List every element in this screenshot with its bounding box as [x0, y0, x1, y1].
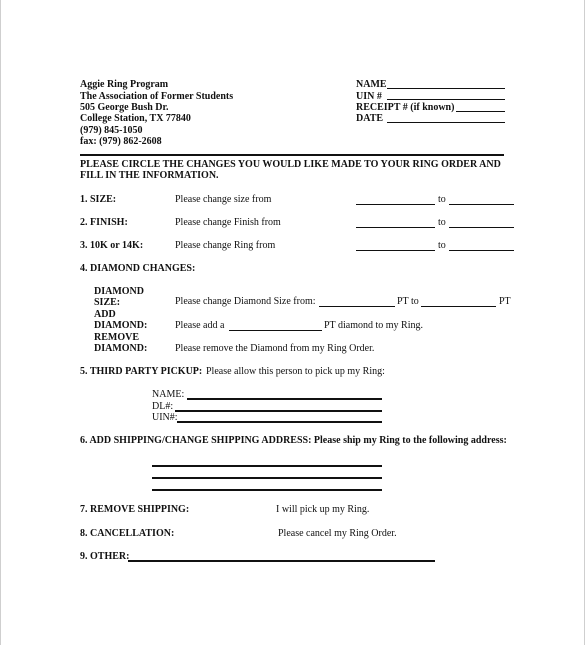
- shipping-line-3[interactable]: [152, 489, 382, 491]
- receipt-field-line[interactable]: [456, 111, 505, 112]
- add-diamond-text: Please add a: [175, 320, 225, 331]
- diamond-size-label-1: DIAMOND: [94, 286, 144, 297]
- karat-label: 3. 10K or 14K:: [80, 240, 144, 251]
- diamond-changes-label: 4. DIAMOND CHANGES:: [80, 263, 196, 274]
- other-label: 9. OTHER:: [80, 551, 130, 562]
- instructions-line-1: PLEASE CIRCLE THE CHANGES YOU WOULD LIKE MADE TO YOUR RING ORDER AND: [80, 159, 501, 170]
- diamond-size-label-2: SIZE:: [94, 297, 121, 308]
- shipping-line-2[interactable]: [152, 477, 382, 479]
- third-party-name-label: NAME:: [152, 389, 185, 400]
- header-divider: [80, 154, 504, 156]
- diamond-size-from-line[interactable]: [319, 306, 395, 307]
- uin-label: UIN #: [356, 91, 382, 102]
- size-to-line[interactable]: [449, 204, 514, 205]
- karat-to-line[interactable]: [449, 250, 514, 251]
- other-line[interactable]: [128, 560, 435, 562]
- third-party-name-line[interactable]: [187, 398, 382, 400]
- name-field-line[interactable]: [387, 88, 505, 89]
- finish-to-line[interactable]: [449, 227, 514, 228]
- org-city: College Station, TX 77840: [80, 113, 191, 124]
- diamond-size-to-line[interactable]: [421, 306, 496, 307]
- size-text: Please change size from: [175, 194, 272, 205]
- org-fax: fax: (979) 862-2608: [80, 136, 162, 147]
- remove-diamond-text: Please remove the Diamond from my Ring Order.: [175, 343, 375, 354]
- org-name: Aggie Ring Program: [80, 79, 169, 90]
- karat-to: to: [438, 240, 446, 251]
- shipping-line-1[interactable]: [152, 465, 382, 467]
- karat-from-line[interactable]: [356, 250, 435, 251]
- receipt-label: RECEIPT # (if known): [356, 102, 455, 113]
- cancellation-text: Please cancel my Ring Order.: [278, 528, 397, 539]
- karat-text: Please change Ring from: [175, 240, 276, 251]
- finish-to: to: [438, 217, 446, 228]
- third-party-uin-line[interactable]: [177, 421, 382, 423]
- add-diamond-after: PT diamond to my Ring.: [324, 320, 423, 331]
- add-diamond-label-2: DIAMOND:: [94, 320, 148, 331]
- finish-text: Please change Finish from: [175, 217, 281, 228]
- add-diamond-line[interactable]: [229, 330, 322, 331]
- finish-from-line[interactable]: [356, 227, 435, 228]
- org-association: The Association of Former Students: [80, 91, 234, 102]
- third-party-text: Please allow this person to pick up my Ring:: [206, 366, 385, 377]
- remove-shipping-label: 7. REMOVE SHIPPING:: [80, 504, 190, 515]
- org-street: 505 George Bush Dr.: [80, 102, 169, 113]
- diamond-pt-to: PT to: [397, 296, 419, 307]
- name-label: NAME: [356, 79, 387, 90]
- add-diamond-label-1: ADD: [94, 309, 116, 320]
- third-party-uin-label: UIN#:: [152, 412, 178, 423]
- size-to: to: [438, 194, 446, 205]
- instructions-line-2: FILL IN THE INFORMATION.: [80, 170, 219, 181]
- date-field-line[interactable]: [387, 122, 505, 123]
- remove-diamond-label-2: DIAMOND:: [94, 343, 148, 354]
- date-label: DATE: [356, 113, 384, 124]
- size-label: 1. SIZE:: [80, 194, 117, 205]
- remove-diamond-label-1: REMOVE: [94, 332, 139, 343]
- org-phone: (979) 845-1050: [80, 125, 143, 136]
- shipping-label: 6. ADD SHIPPING/CHANGE SHIPPING ADDRESS: Please ship my Ring to the following address:: [80, 435, 507, 446]
- diamond-pt: PT: [499, 296, 511, 307]
- size-from-line[interactable]: [356, 204, 435, 205]
- finish-label: 2. FINISH:: [80, 217, 128, 228]
- third-party-dl-label: DL#:: [152, 401, 174, 412]
- third-party-label: 5. THIRD PARTY PICKUP:: [80, 366, 203, 377]
- uin-field-line[interactable]: [387, 99, 505, 100]
- remove-shipping-text: I will pick up my Ring.: [276, 504, 370, 515]
- third-party-dl-line[interactable]: [175, 410, 382, 412]
- diamond-size-text: Please change Diamond Size from:: [175, 296, 316, 307]
- cancellation-label: 8. CANCELLATION:: [80, 528, 175, 539]
